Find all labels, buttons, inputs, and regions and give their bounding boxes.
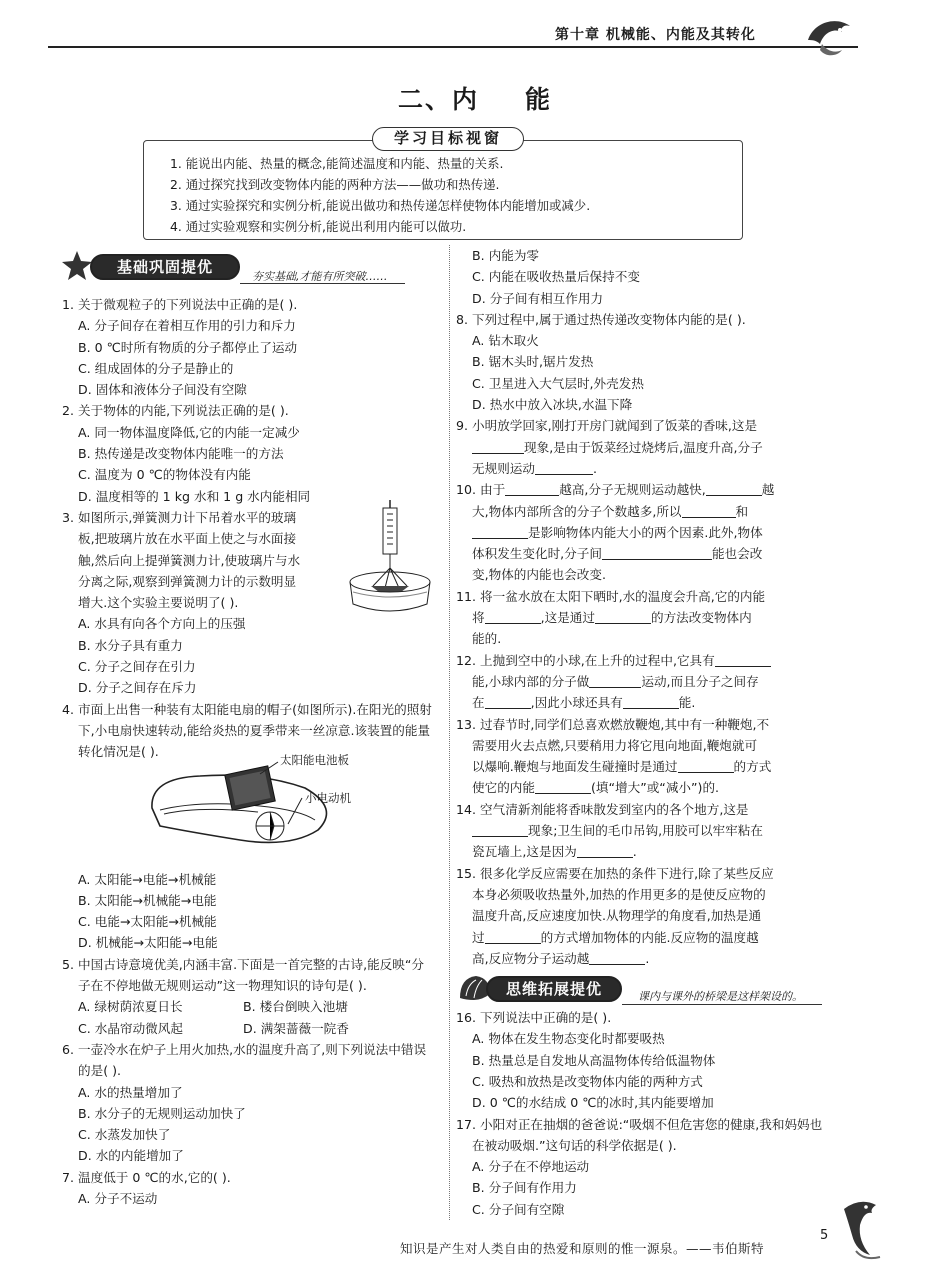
text-line: 能的. (472, 631, 502, 647)
option: D. 分子间有相互作用力 (472, 290, 604, 306)
option: D. 固体和液体分子间没有空隙 (78, 382, 247, 398)
option: C. 组成固体的分子是静止的 (78, 360, 234, 376)
question-4: 4. 市面上出售一种装有太阳能电扇的帽子(如图所示).在阳光的照射下,小电扇快速转动,能给炎热的夏季带来一丝凉意.该装置的能量转化情况是( ). (62, 701, 432, 760)
column-divider (449, 245, 450, 1220)
text-segment: 越高,分子无规则运动越快, (559, 482, 706, 498)
section-rule (622, 1004, 822, 1005)
option: B. 楼台倒映入池塘 (243, 999, 348, 1015)
objectives-badge: 学习目标视窗 (372, 127, 524, 151)
question-3-line: 3. 如图所示,弹簧测力计下吊着水平的玻璃 (62, 509, 297, 525)
text-line: 11. 将一盆水放在太阳下晒时,水的温度会升高,它的内能 (456, 588, 766, 604)
text-line: 13. 过春节时,同学们总喜欢燃放鞭炮,其中有一种鞭炮,不 (456, 716, 770, 732)
question-15: 15. 很多化学反应需要在加热的条件下进行,除了某些反应 本身必须吸收热量外,加热的作用更多的是使反应物的 温度升高,反应速度加快.从物理学的角度看,加热是通 过 的方式增加物体的内能.反应物的温度越 高,反应物分子运动越 . (456, 863, 826, 969)
option: C. 吸热和放热是改变物体内能的两种方式 (472, 1073, 703, 1089)
text-segment: 运动,而且分子之间存 (641, 673, 759, 689)
question-13 (456, 714, 826, 799)
option: A. 绿树荫浓夏日长 (78, 999, 183, 1015)
text-segment: 在 (472, 695, 485, 711)
section-subtitle-extension: 课内与课外的桥梁是这样架设的。 (638, 990, 803, 1003)
text-segment: ,因此小球还具有 (530, 695, 623, 711)
question-3-line: 增大.这个实验主要说明了( ). (78, 595, 239, 611)
answer-blank[interactable] (678, 759, 734, 773)
option-row (62, 996, 434, 1017)
answer-blank[interactable] (535, 461, 593, 475)
text-segment: 以爆响.鞭炮与地面发生碰撞时是通过 (472, 759, 678, 775)
objectives-list (170, 153, 590, 237)
spring-scale-figure (345, 500, 435, 615)
answer-blank[interactable] (589, 674, 641, 688)
option: B. 内能为零 (472, 248, 540, 263)
question-3-line: 分离之际,观察到弹簧测力计的示数明显 (78, 573, 297, 589)
option: D. 0 ℃的水结成 0 ℃的冰时,其内能要增加 (472, 1095, 714, 1111)
objective-item: 4. 通过实验观察和实例分析,能说出利用内能可以做功. (170, 219, 467, 234)
text-segment: 的方式 (733, 759, 772, 775)
option: B. 锯木头时,锯片发热 (472, 354, 594, 370)
solar-panel-label: 太阳能电池板 (280, 753, 349, 767)
option: B. 水分子具有重力 (78, 637, 183, 653)
option: A. 同一物体温度降低,它的内能一定减少 (78, 424, 300, 440)
text-segment: 现象,是由于饭菜经过烧烤后,温度升高,分子 (524, 439, 763, 455)
text-segment: 能. (678, 695, 696, 711)
option: B. 热传递是改变物体内能唯一的方法 (78, 446, 284, 462)
text-line: 需要用火去点燃,只要稍用力将它甩向地面,鞭炮就可 (472, 737, 758, 753)
answer-blank[interactable] (577, 844, 633, 858)
option: A. 物体在发生物态变化时都要吸热 (472, 1031, 665, 1047)
text-segment: 瓷瓦墙上,这是因为 (472, 844, 577, 860)
text-segment: 能,小球内部的分子做 (472, 673, 590, 689)
question-5: 5. 中国古诗意境优美,内涵丰富.下面是一首完整的古诗,能反映“分子在不停地做无规则运动”这一物理知识的诗句是( ). (62, 956, 424, 994)
option: A. 分子在不停地运动 (472, 1159, 590, 1175)
answer-blank[interactable] (595, 610, 651, 624)
answer-blank[interactable] (715, 653, 771, 667)
question-14: 14. 空气清新剂能将香味散发到室内的各个地方,这是 现象;卫生间的毛巾吊钩,用胶可以牢牢粘在 瓷瓦墙上,这是因为 . (456, 799, 826, 863)
starfish-icon (60, 250, 94, 282)
section-badge-extension: 思维拓展提优 (486, 976, 622, 1002)
option: A. 水具有向各个方向上的压强 (78, 616, 246, 632)
question-9: 9. 小明放学回家,刚打开房门就闻到了饭菜的香味,这是 现象,是由于饭菜经过烧烤后,温度升高,分子 无规则运动 . (456, 415, 826, 479)
answer-blank[interactable] (485, 695, 531, 709)
text-segment: 高,反应物分子运动越 (472, 950, 590, 966)
text-segment: 越 (761, 482, 775, 498)
text-segment: 体积发生变化时,分子间 (472, 546, 602, 562)
text-segment: 将 (472, 610, 485, 626)
motor-label: 小电动机 (305, 791, 351, 805)
option: B. 水分子的无规则运动加快了 (78, 1105, 246, 1121)
answer-blank[interactable] (472, 823, 528, 837)
header-rule (48, 46, 858, 48)
question-17: 17. 小阳对正在抽烟的爸爸说:“吸烟不但危害您的健康,我和妈妈也在被动吸烟.”这句话的科学依据是( ). (456, 1116, 823, 1153)
text-segment: 的方法改变物体内 (650, 610, 752, 626)
option: D. 热水中放入冰块,水温下降 (472, 397, 633, 413)
option: B. 热量总是自发地从高温物体传给低温物体 (472, 1052, 716, 1068)
option: A. 水的热量增加了 (78, 1084, 183, 1100)
question-7: 7. 温度低于 0 ℃的水,它的( ). (62, 1169, 231, 1185)
text-segment: 是影响物体内能大小的两个因素.此外,物体 (528, 524, 763, 540)
option: B. 0 ℃时所有物质的分子都停止了运动 (78, 339, 298, 355)
option: D. 满架蔷薇一院香 (243, 1020, 349, 1036)
text-segment: 大,物体内部所含的分子个数越多,所以 (472, 503, 682, 519)
text-segment: 现象;卫生间的毛巾吊钩,用胶可以牢牢粘在 (528, 823, 763, 839)
option: C. 卫星进入大气层时,外壳发热 (472, 375, 644, 391)
answer-blank[interactable] (589, 951, 645, 965)
text-segment: 过 (472, 929, 485, 945)
question-3-line: 触,然后向上提弹簧测力计,使玻璃片与水 (78, 552, 301, 568)
option: A. 钻木取火 (472, 333, 539, 349)
right-column (456, 245, 826, 1220)
text-line: 14. 空气清新剂能将香味散发到室内的各个地方,这是 (456, 801, 749, 817)
option: C. 内能在吸收热量后保持不变 (472, 269, 640, 285)
option: A. 分子不运动 (78, 1190, 158, 1206)
option: D. 温度相等的 1 kg 水和 1 g 水内能相同 (78, 488, 311, 504)
question-12 (456, 650, 826, 714)
option: D. 分子之间存在斥力 (78, 680, 197, 696)
answer-blank[interactable] (602, 546, 712, 560)
objective-item: 1. 能说出内能、热量的概念,能简述温度和内能、热量的关系. (170, 156, 504, 171)
text-segment: (填“增大”或“减小”)的. (590, 780, 720, 796)
objective-item: 2. 通过探究找到改变物体内能的两种方法——做功和热传递. (170, 177, 500, 192)
option: C. 电能→太阳能→机械能 (78, 914, 217, 930)
option: B. 太阳能→机械能→电能 (78, 892, 217, 908)
answer-blank[interactable] (623, 695, 679, 709)
option: A. 分子间存在着相互作用的引力和斥力 (78, 318, 296, 334)
answer-blank[interactable] (472, 440, 524, 454)
option: C. 温度为 0 ℃的物体没有内能 (78, 467, 251, 483)
option: C. 水蒸发加快了 (78, 1127, 171, 1143)
section-rule (240, 283, 405, 284)
question-8: 8. 下列过程中,属于通过热传递改变物体内能的是( ). (456, 311, 746, 327)
footer-quote: 知识是产生对人类自由的热爱和原则的惟一源泉。——韦伯斯特 (400, 1241, 765, 1256)
question-10 (456, 479, 826, 585)
dolphin-icon (800, 10, 860, 60)
option: D. 水的内能增加了 (78, 1148, 184, 1164)
dolphin-icon (830, 1195, 890, 1265)
text-line: 本身必须吸收热量外,加热的作用更多的是使反应物的 (472, 886, 766, 902)
text-line: 温度升高,反应速度加快.从物理学的角度看,加热是通 (472, 908, 762, 924)
text-segment: 使它的内能 (472, 780, 535, 796)
text-segment: 无规则运动 (472, 460, 535, 476)
objective-item: 3. 通过实验探究和实例分析,能说出做功和热传递怎样使物体内能增加或减少. (170, 198, 591, 213)
answer-blank[interactable] (485, 930, 541, 944)
option: C. 水晶帘动微风起 (78, 1020, 183, 1036)
text-segment: 12. 上抛到空中的小球,在上升的过程中,它具有 (456, 652, 715, 668)
question-16: 16. 下列说法中正确的是( ). (456, 1010, 612, 1026)
text-line: 变,物体的内能也会改变. (472, 567, 606, 583)
page-title: 二、内 能 (397, 85, 553, 114)
option: C. 分子之间存在引力 (78, 659, 196, 675)
question-2: 2. 关于物体的内能,下列说法正确的是( ). (62, 403, 289, 419)
answer-blank[interactable] (485, 610, 541, 624)
section-badge-basic: 基础巩固提优 (90, 254, 240, 280)
text-line: 9. 小明放学回家,刚打开房门就闻到了饭菜的香味,这是 (456, 418, 758, 434)
option: B. 分子间有作用力 (472, 1180, 577, 1196)
text-segment: 的方式增加物体的内能.反应物的温度越 (540, 929, 759, 945)
answer-blank[interactable] (505, 482, 559, 496)
question-11 (456, 586, 826, 650)
text-segment: 能也会改 (711, 546, 763, 562)
text-segment: 和 (735, 503, 749, 519)
question-3-line: 板,把玻璃片放在水平面上使之与水面接 (78, 531, 297, 547)
page-number: 5 (820, 1228, 829, 1243)
answer-blank[interactable] (535, 780, 591, 794)
option: D. 机械能→太阳能→电能 (78, 935, 218, 951)
text-segment: ,这是通过 (540, 610, 595, 626)
answer-blank[interactable] (706, 482, 762, 496)
text-line: 15. 很多化学反应需要在加热的条件下进行,除了某些反应 (456, 865, 774, 881)
answer-blank[interactable] (472, 525, 528, 539)
section-subtitle-basic: 夯实基础,才能有所突破…… (252, 270, 388, 283)
answer-blank[interactable] (682, 504, 736, 518)
text-segment: 10. 由于 (456, 482, 506, 498)
option: C. 分子间有空隙 (472, 1201, 565, 1217)
question-6: 6. 一壶冷水在炉子上用火加热,水的温度升高了,则下列说法中错误的是( ). (62, 1041, 427, 1079)
chapter-header: 第十章 机械能、内能及其转化 (555, 27, 756, 43)
option: A. 太阳能→电能→机械能 (78, 871, 217, 887)
option-row (62, 1018, 434, 1039)
question-1: 1. 关于微观粒子的下列说法中正确的是( ). (62, 297, 298, 312)
